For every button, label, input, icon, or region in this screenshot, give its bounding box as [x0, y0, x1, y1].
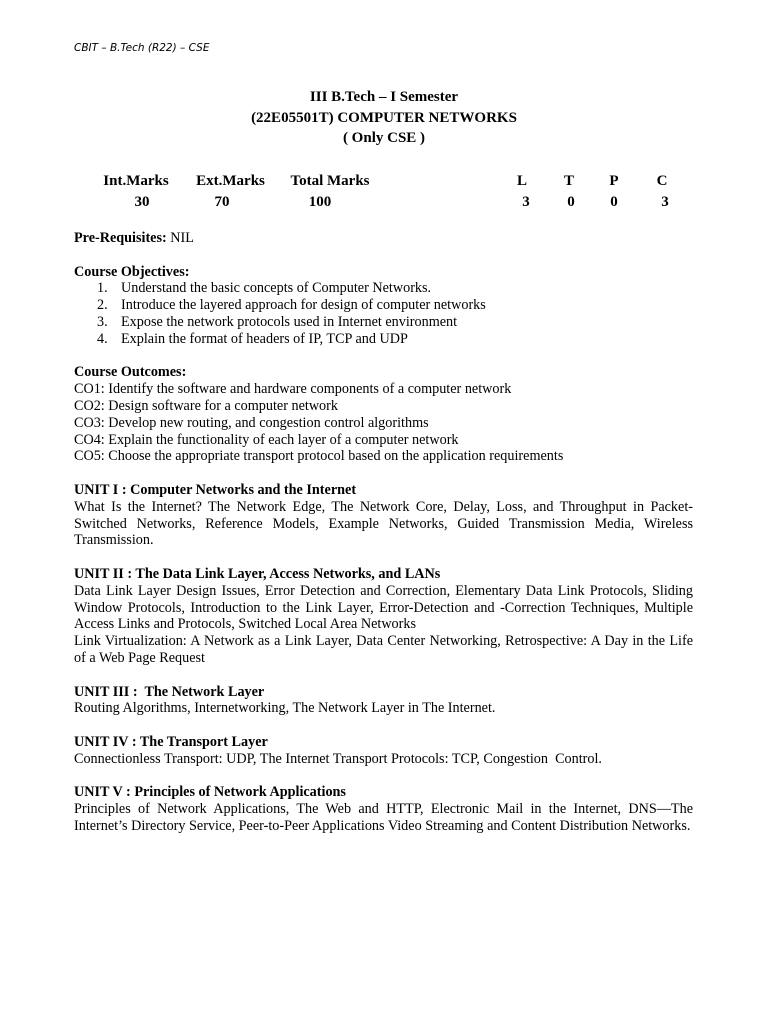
prerequisites — [74, 230, 693, 247]
outcome-item: CO3: Develop new routing, and congestion control algorithms — [74, 414, 429, 431]
outcome-item: CO4: Explain the functionality of each layer of a computer network — [74, 431, 459, 448]
c-label: C — [656, 173, 668, 189]
marks-table — [0, 171, 768, 213]
unit-title: UNIT IV : The Transport Layer — [74, 733, 268, 750]
unit-title: UNIT III : The Network Layer — [74, 683, 265, 700]
p-label: P — [609, 173, 619, 189]
outcome-item: CO2: Design software for a computer network — [74, 397, 338, 414]
title-block — [0, 87, 768, 149]
list-item: 1. Understand the basic concepts of Computer Networks. — [97, 280, 432, 297]
int-marks-label: Int.Marks — [103, 173, 169, 189]
unit-description: What Is the Internet? The Network Edge, The Network Core, Delay, Loss, and Throughput in Packet-Switched Networks, Reference Models, Example Networks, Guided Transmission Media, Wireless Transmission. — [74, 498, 693, 549]
unit-title: UNIT I : Computer Networks and the Internet — [74, 481, 357, 498]
ext-marks-label: Ext.Marks — [196, 173, 265, 189]
list-item: 2. Introduce the layered approach for design of computer networks — [97, 297, 486, 314]
unit-description: Data Link Layer Design Issues, Error Detection and Correction, Elementary Data Link Protocols, Sliding Window Protocols, Introduction to the Link Layer, Error-Detection and -Correction Techniques, Multiple Access Links and Protocols, Switched Local Area Networks — [74, 582, 693, 633]
unit-description: Connectionless Transport: UDP, The Internet Transport Protocols: TCP, Congestion Control. — [74, 750, 602, 767]
unit-description: Principles of Network Applications, The Web and HTTP, Electronic Mail in the Internet, DNS—The Internet’s Directory Service, Peer-to-Peer Applications Video Streaming and Content Distribution Networks. — [74, 801, 693, 834]
syllabus-content — [74, 230, 693, 835]
prerequisites-value: NIL — [166, 230, 194, 246]
total-marks-value: 100 — [308, 194, 332, 210]
total-marks-label: Total Marks — [290, 173, 370, 189]
l-value: 3 — [522, 194, 530, 210]
unit-description: Routing Algorithms, Internetworking, The Network Layer in The Internet. — [74, 700, 496, 717]
unit-title: UNIT II : The Data Link Layer, Access Networks, and LANs — [74, 565, 441, 582]
objectives-heading: Course Objectives: — [74, 263, 190, 280]
list-item: 3. Expose the network protocols used in Internet environment — [97, 313, 458, 330]
outcome-item: CO1: Identify the software and hardware components of a computer network — [74, 381, 512, 398]
t-label: T — [563, 173, 574, 189]
unit-description: Link Virtualization: A Network as a Link Layer, Data Center Networking, Retrospective: A Day in the Life of a Web Page Request — [74, 633, 693, 666]
l-label: L — [516, 173, 527, 189]
int-marks-value: 30 — [134, 194, 150, 210]
page-header: CBIT – B.Tech (R22) – CSE — [74, 42, 210, 54]
course-title: (22E05501T) COMPUTER NETWORKS — [251, 109, 517, 126]
ext-marks-value: 70 — [214, 194, 230, 210]
outcome-item: CO5: Choose the appropriate transport protocol based on the application requirements — [74, 448, 564, 465]
c-value: 3 — [661, 194, 669, 210]
objectives-list — [74, 280, 693, 347]
p-value: 0 — [610, 194, 618, 210]
prerequisites-label: Pre-Requisites: — [74, 230, 167, 246]
unit-title: UNIT V : Principles of Network Applications — [74, 784, 346, 801]
list-item: 4. Explain the format of headers of IP, TCP and UDP — [97, 330, 408, 347]
course-scope: ( Only CSE ) — [342, 130, 426, 146]
t-value: 0 — [567, 194, 575, 210]
semester-title: III B.Tech – I Semester — [309, 89, 459, 105]
outcomes-heading: Course Outcomes: — [74, 364, 187, 381]
